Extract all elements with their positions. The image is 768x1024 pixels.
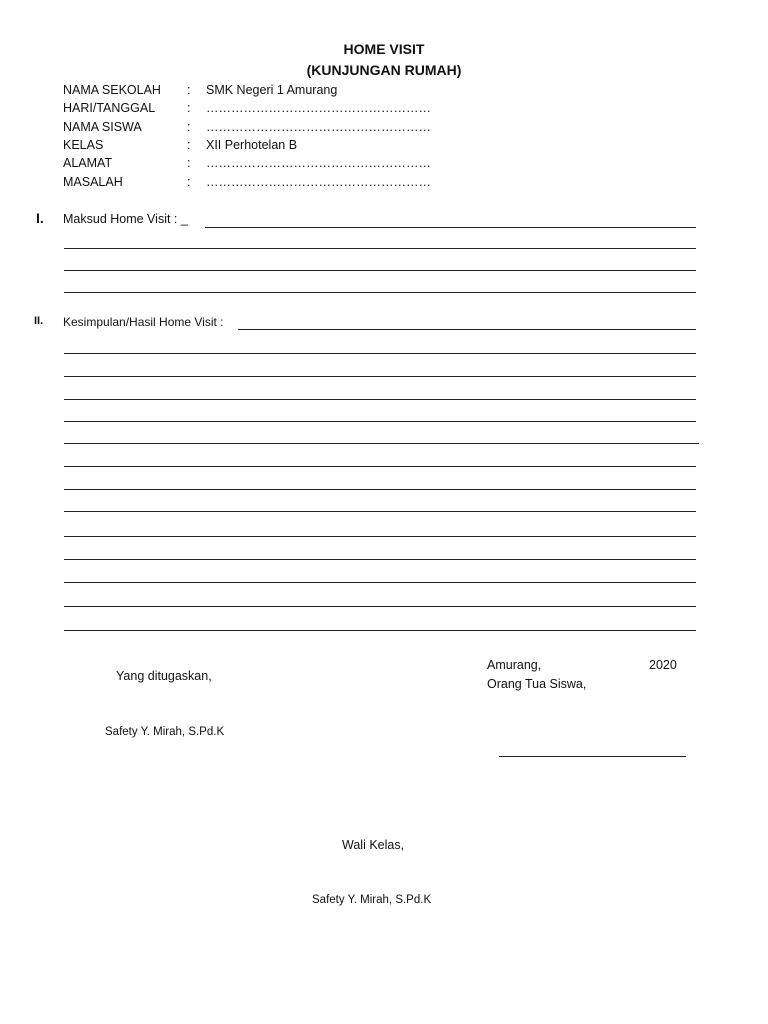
field-value-class: XII Perhotelan B	[206, 138, 298, 152]
writing-line	[64, 443, 699, 444]
writing-line	[64, 376, 696, 377]
field-label-school: NAMA SEKOLAH	[63, 83, 161, 97]
writing-line	[64, 606, 696, 607]
writing-line	[64, 399, 696, 400]
field-value-address: ………………………………………………	[206, 156, 431, 170]
parent-label: Orang Tua Siswa,	[487, 677, 587, 691]
writing-line	[64, 292, 696, 293]
field-label-problem: MASALAH	[63, 175, 123, 189]
year-label: 2020	[649, 658, 677, 672]
writing-line	[64, 353, 696, 354]
field-label-student: NAMA SISWA	[63, 120, 142, 134]
field-value-problem: ………………………………………………	[206, 175, 431, 189]
writing-line	[64, 559, 696, 560]
writing-line	[64, 582, 696, 583]
writing-line	[64, 421, 696, 422]
field-value-school: SMK Negeri 1 Amurang	[206, 83, 338, 97]
writing-line	[205, 227, 696, 228]
homeroom-name: Safety Y. Mirah, S.Pd.K	[312, 894, 432, 906]
field-colon: :	[187, 175, 191, 189]
homeroom-label: Wali Kelas,	[342, 838, 405, 852]
field-colon: :	[187, 101, 191, 115]
parent-signature-line	[499, 756, 686, 757]
writing-line	[64, 630, 696, 631]
field-value-student: ………………………………………………	[206, 120, 431, 134]
field-label-date: HARI/TANGGAL	[63, 101, 156, 115]
field-colon: :	[187, 120, 191, 134]
section-2-number: II.	[34, 315, 44, 327]
document-title: HOME VISIT	[343, 41, 425, 57]
writing-line	[238, 329, 696, 330]
writing-line	[64, 466, 696, 467]
document-subtitle: (KUNJUNGAN RUMAH)	[306, 62, 462, 78]
field-colon: :	[187, 83, 191, 97]
writing-line	[64, 536, 696, 537]
section-1-label: Maksud Home Visit : _	[63, 212, 188, 226]
place-label: Amurang,	[487, 658, 542, 672]
field-label-address: ALAMAT	[63, 156, 113, 170]
section-2-label: Kesimpulan/Hasil Home Visit :	[63, 315, 224, 329]
writing-line	[64, 489, 696, 490]
field-value-date: ………………………………………………	[206, 101, 431, 115]
assigned-label: Yang ditugaskan,	[116, 669, 212, 683]
writing-line	[64, 270, 696, 271]
section-1-number: I.	[36, 210, 44, 226]
field-colon: :	[187, 156, 191, 170]
writing-line	[64, 511, 696, 512]
assigned-name: Safety Y. Mirah, S.Pd.K	[105, 726, 225, 738]
writing-line	[64, 248, 696, 249]
field-label-class: KELAS	[63, 138, 104, 152]
field-colon: :	[187, 138, 191, 152]
